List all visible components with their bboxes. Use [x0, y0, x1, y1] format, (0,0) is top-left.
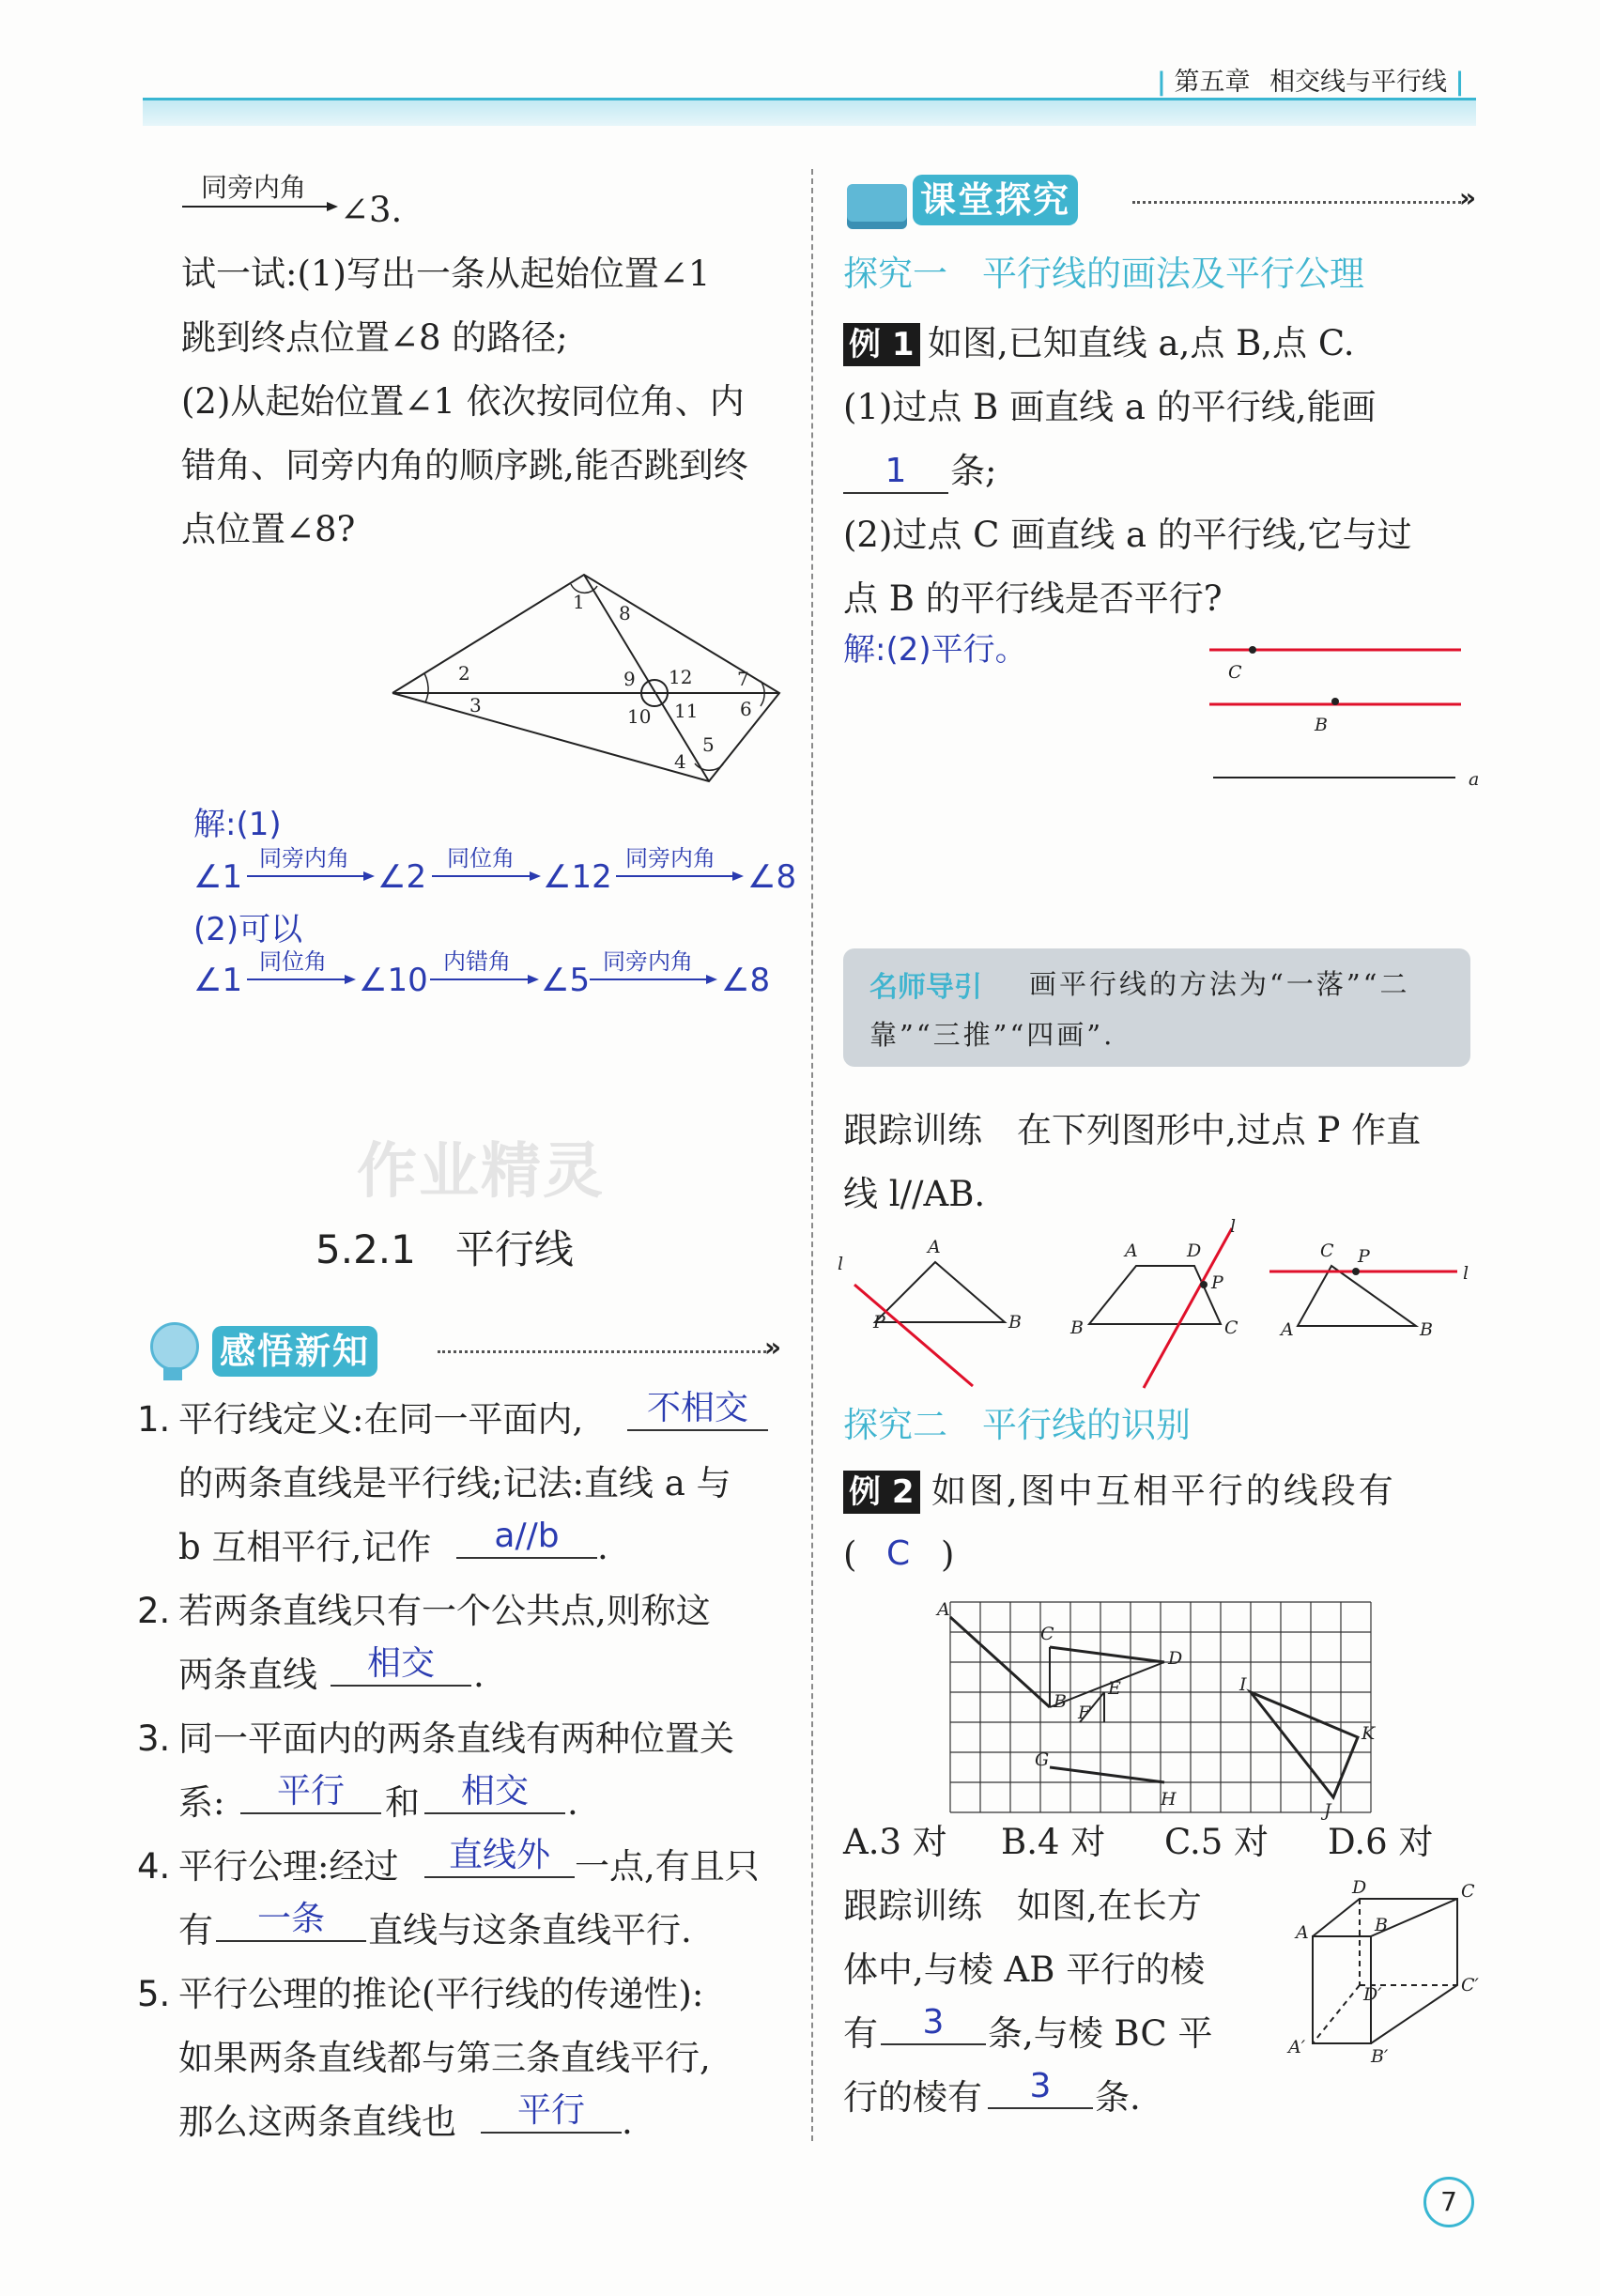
- fig1-label-a: a: [1469, 769, 1480, 790]
- bulb-icon: [150, 1322, 199, 1371]
- item-3-answer-1: 平行: [240, 1771, 381, 1814]
- example-2-paren-open: (: [843, 1534, 857, 1575]
- fig2-label-P2: P: [1211, 1272, 1223, 1293]
- fig1-label-B: B: [1315, 715, 1328, 735]
- banner-chevron-right: »: [1459, 182, 1477, 213]
- track-1-line-1: 跟踪训练 在下列图形中,过点 P 作直: [843, 1110, 1422, 1150]
- grid-label-H: H: [1161, 1789, 1177, 1810]
- example-1-q1-b: 条;: [950, 451, 997, 491]
- fig2-label-B2: B: [1070, 1318, 1084, 1338]
- angle-label-8: 8: [619, 602, 631, 624]
- item-5-line-4: .: [622, 2102, 633, 2142]
- example-1-text: 如图,已知直线 a,点 B,点 C.: [928, 323, 1355, 363]
- item-3-answer-2: 相交: [424, 1771, 565, 1814]
- item-1-line-1: 平行线定义:在同一平面内,: [178, 1399, 584, 1440]
- angle-label-3: 3: [469, 694, 482, 717]
- example-2-text: 如图,图中互相平行的线段有: [931, 1471, 1396, 1511]
- example-2-paren-close: ): [941, 1534, 955, 1575]
- item-3-num: 3.: [137, 1718, 171, 1759]
- example-2-option-d: D.6 对: [1328, 1822, 1434, 1862]
- path1-arrow1-label: 同旁内角: [259, 845, 349, 871]
- item-4-line-2: 一点,有且只: [575, 1846, 760, 1887]
- grid-label-F: F: [1078, 1703, 1091, 1723]
- angle-label-1: 1: [573, 591, 585, 613]
- tip-line-1: 画平行线的方法为“一落”“二: [1029, 968, 1410, 1000]
- grid-label-B: B: [1054, 1691, 1067, 1712]
- grid-label-G: G: [1035, 1749, 1050, 1770]
- item-3-line-2: 系:: [178, 1782, 225, 1823]
- banner-chevron-left: »: [764, 1332, 782, 1363]
- example-2-tag: 例 2: [843, 1471, 920, 1514]
- item-4-line-1: 平行公理:经过: [178, 1846, 399, 1887]
- track-2-line-4a: 行的棱有: [843, 2077, 982, 2118]
- chapter-title: 相交线与平行线: [1269, 68, 1448, 97]
- item-5-num: 5.: [137, 1974, 171, 2014]
- path1-a: ∠1: [193, 858, 243, 896]
- cube-label-A-prime: A′: [1288, 2037, 1306, 2057]
- item-2-line-1: 若两条直线只有一个公共点,则称这: [178, 1591, 711, 1631]
- example-2-option-a: A.3 对: [843, 1822, 947, 1862]
- example-2-option-c: C.5 对: [1164, 1822, 1269, 1862]
- banner-new-knowledge: 感悟新知: [212, 1326, 377, 1377]
- cube-label-D-prime: D′: [1363, 1984, 1382, 2005]
- path2-a: ∠1: [193, 962, 243, 999]
- cube-label-D: D: [1352, 1877, 1367, 1898]
- item-4-answer-2: 一条: [216, 1899, 366, 1942]
- try-line-4: 错角、同旁内角的顺序跳,能否跳到终: [181, 445, 748, 485]
- path1-b: ∠2: [377, 858, 427, 896]
- cube-label-B-prime: B′: [1371, 2046, 1389, 2067]
- angle-label-11: 11: [674, 700, 699, 722]
- item-1-num: 1.: [137, 1399, 171, 1440]
- cube-label-B: B: [1375, 1915, 1388, 1935]
- banner-class-explore: 课堂探究: [913, 175, 1078, 225]
- item-5-line-3: 那么这两条直线也: [178, 2102, 456, 2142]
- grid-label-D: D: [1168, 1648, 1183, 1669]
- path1-c: ∠12: [543, 858, 612, 896]
- angle-label-9: 9: [623, 668, 636, 690]
- path1-arrow3-label: 同旁内角: [625, 845, 715, 871]
- example-1-q2-b: 点 B 的平行线是否平行?: [843, 578, 1223, 619]
- path1-d: ∠8: [747, 858, 797, 896]
- fig2-label-l1: l: [838, 1254, 844, 1274]
- fig2-label-B3: B: [1420, 1319, 1433, 1340]
- fig1-label-C: C: [1228, 662, 1242, 683]
- angle-figure: [376, 563, 798, 789]
- fig2-label-A1: A: [928, 1237, 941, 1257]
- example-1-q2-a: (2)过点 C 画直线 a 的平行线,它与过: [843, 515, 1412, 555]
- watermark: 作业精灵: [357, 1137, 605, 1207]
- fig2-label-l2: l: [1230, 1216, 1237, 1237]
- example-1-figure: [1202, 629, 1484, 798]
- item-5-answer-1: 平行: [481, 2090, 622, 2134]
- cube-label-C-prime: C′: [1461, 1975, 1479, 1996]
- path2-b: ∠10: [359, 962, 428, 999]
- track-2-line-1: 跟踪训练 如图,在长方: [843, 1886, 1202, 1926]
- fig2-label-C3: C: [1320, 1240, 1334, 1261]
- path2-arrow3-label: 同旁内角: [603, 948, 693, 975]
- track-2-line-4b: 条.: [1095, 2077, 1141, 2118]
- explore-2-heading: 探究二 平行线的识别: [843, 1405, 1191, 1445]
- grid-label-I: I: [1239, 1674, 1247, 1695]
- example-1-q1-answer: 1: [843, 451, 948, 494]
- angle-label-10: 10: [627, 705, 652, 728]
- item-2-num: 2.: [137, 1591, 171, 1631]
- chapter-number: 第五章: [1174, 68, 1251, 97]
- solution-head: 解:(1): [193, 806, 282, 843]
- tip-line-2: 靠”“三推”“四画”.: [869, 1019, 1115, 1051]
- track-2-line-3b: 条,与棱 BC 平: [988, 2013, 1213, 2054]
- fig2-label-l3: l: [1463, 1263, 1469, 1284]
- item-1-line-2: 的两条直线是平行线;记法:直线 a 与: [178, 1463, 731, 1503]
- example-2-grid-figure: [930, 1596, 1376, 1822]
- path2-arrow1-label: 同位角: [259, 948, 327, 975]
- fig2-label-A2: A: [1125, 1240, 1138, 1261]
- fig2-label-B1: B: [1008, 1312, 1022, 1333]
- item-4-line-3: 有: [178, 1910, 213, 1950]
- angle-label-12: 12: [669, 666, 693, 688]
- banner-dots-right: [1132, 201, 1461, 204]
- fig2-label-P1: P: [873, 1312, 885, 1333]
- arrow-label-top: 同旁内角: [201, 172, 307, 203]
- path1-arrow2-label: 同位角: [447, 845, 515, 871]
- item-3-line-1: 同一平面内的两条直线有两种位置关: [178, 1718, 734, 1759]
- page-number: 7: [1423, 2177, 1474, 2227]
- fig2-label-A3: A: [1281, 1319, 1294, 1340]
- path2-arrow2-label: 内错角: [443, 948, 511, 975]
- angle-label-6: 6: [740, 698, 752, 720]
- example-2-answer: C: [886, 1534, 911, 1573]
- header-chapter: | 第五章 相交线与平行线 |: [1157, 68, 1465, 97]
- track-1-figures: [826, 1211, 1484, 1399]
- item-2-answer-1: 相交: [331, 1643, 471, 1687]
- angle-label-5: 5: [702, 733, 715, 756]
- arrow-top: [180, 197, 340, 216]
- cube-label-A: A: [1296, 1922, 1309, 1943]
- try-line-5: 点位置∠8?: [181, 509, 356, 549]
- grid-label-A: A: [937, 1599, 950, 1620]
- grid-label-C: C: [1040, 1624, 1054, 1644]
- item-2-line-3: .: [473, 1655, 485, 1695]
- item-2-line-2: 两条直线: [178, 1655, 317, 1695]
- solution-part-2: (2)可以: [193, 911, 303, 948]
- item-4-answer-1: 直线外: [424, 1835, 575, 1878]
- item-1-line-3: b 互相平行,记作: [178, 1527, 432, 1567]
- item-4-line-4: 直线与这条直线平行.: [368, 1910, 692, 1950]
- item-3-line-3: 和: [385, 1782, 420, 1823]
- section-title: 5.2.1 平行线: [315, 1226, 574, 1272]
- cuboid-figure: [1277, 1878, 1484, 2066]
- example-1-solution: 解:(2)平行。: [843, 631, 1027, 669]
- try-line-3: (2)从起始位置∠1 依次按同位角、内: [181, 381, 745, 422]
- fig2-label-D2: D: [1187, 1240, 1202, 1261]
- arrow-top-target: ∠3.: [340, 190, 403, 230]
- item-5-line-1: 平行公理的推论(平行线的传递性):: [178, 1974, 704, 2014]
- item-5-line-2: 如果两条直线都与第三条直线平行,: [178, 2038, 711, 2078]
- column-divider: [811, 169, 813, 2141]
- track-2-answer-2: 3: [988, 2066, 1093, 2109]
- example-1-tag: 例 1: [843, 323, 920, 366]
- track-1-line-2: 线 l//AB.: [843, 1174, 986, 1214]
- explore-1-heading: 探究一 平行线的画法及平行公理: [843, 254, 1364, 294]
- path2-c: ∠5: [541, 962, 591, 999]
- angle-label-4: 4: [674, 750, 686, 773]
- item-3-line-4: .: [567, 1782, 578, 1823]
- grid-label-K: K: [1362, 1723, 1376, 1744]
- tip-label: 名师导引: [869, 971, 982, 1004]
- cube-label-C: C: [1461, 1881, 1475, 1902]
- bulb-base: [163, 1367, 182, 1380]
- try-line-1: 试一试:(1)写出一条从起始位置∠1: [181, 254, 711, 294]
- path2-d: ∠8: [721, 962, 771, 999]
- books-icon: [847, 184, 907, 222]
- angle-label-2: 2: [458, 662, 470, 685]
- fig2-label-P3: P: [1358, 1246, 1370, 1267]
- example-1-q1-a: (1)过点 B 画直线 a 的平行线,能画: [843, 387, 1377, 427]
- example-2-option-b: B.4 对: [1001, 1822, 1106, 1862]
- header-bar: [143, 98, 1476, 126]
- try-line-2: 跳到终点位置∠8 的路径;: [181, 317, 568, 358]
- item-1-line-4: .: [597, 1527, 608, 1567]
- item-1-answer-2: a//b: [456, 1516, 597, 1559]
- fig2-label-C2: C: [1224, 1318, 1238, 1338]
- angle-label-7: 7: [737, 668, 749, 690]
- track-2-line-2: 体中,与棱 AB 平行的棱: [843, 1949, 1206, 1990]
- grid-label-E: E: [1108, 1678, 1121, 1699]
- item-1-answer-1: 不相交: [627, 1388, 768, 1431]
- item-4-num: 4.: [137, 1846, 171, 1887]
- grid-label-J: J: [1324, 1800, 1331, 1821]
- track-2-line-3a: 有: [843, 2013, 878, 2054]
- track-2-answer-1: 3: [881, 2002, 986, 2045]
- banner-dots-left: [438, 1350, 766, 1353]
